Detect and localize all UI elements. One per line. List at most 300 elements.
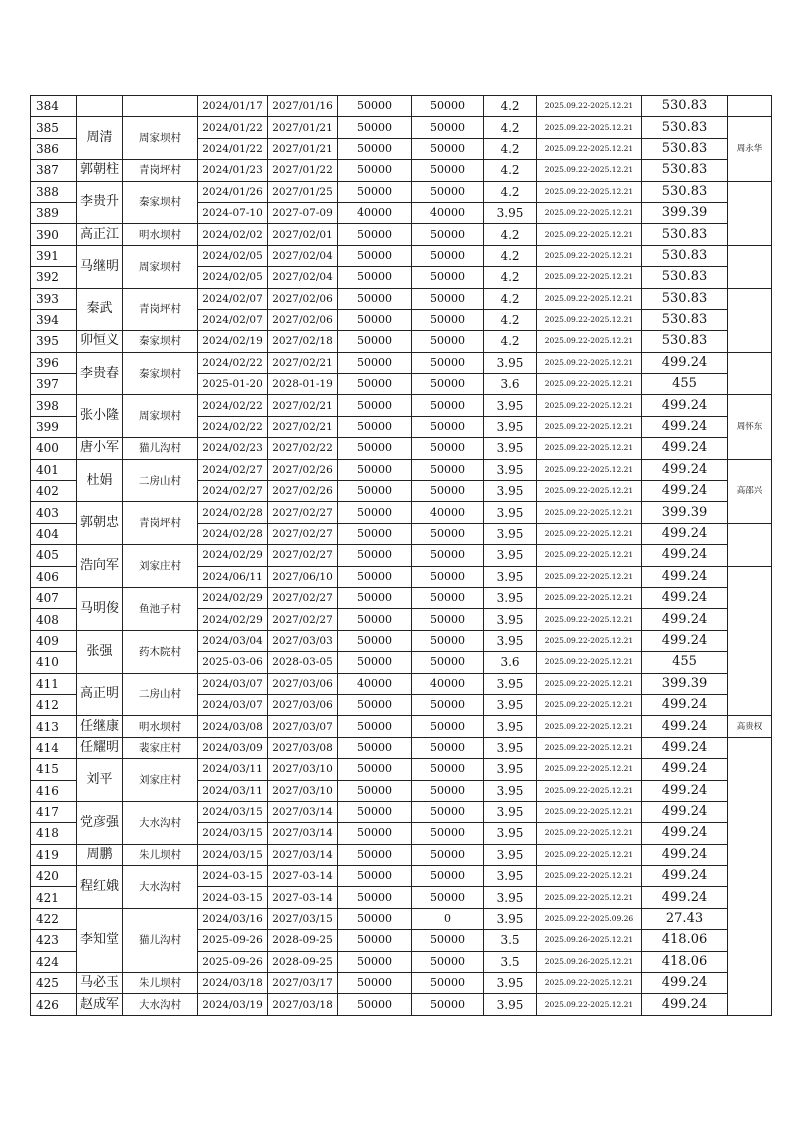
rate-cell: 4.2 [484, 96, 537, 117]
start-date-cell: 2024/02/29 [198, 609, 268, 630]
balance-cell: 50000 [412, 609, 484, 630]
loan-amount-cell: 50000 [338, 523, 412, 544]
row-number-cell: 392 [31, 267, 77, 288]
balance-cell: 50000 [412, 566, 484, 587]
loan-amount-cell: 50000 [338, 866, 412, 887]
borrower-name-cell: 马明俊 [77, 587, 123, 630]
end-date-cell: 2028-01-19 [268, 374, 338, 395]
interest-period-cell: 2025.09.22-2025.12.21 [537, 737, 642, 758]
interest-amount-cell: 499.24 [642, 866, 728, 887]
row-number-cell: 389 [31, 202, 77, 223]
rate-cell: 4.2 [484, 224, 537, 245]
interest-period-cell: 2025.09.22-2025.12.21 [537, 587, 642, 608]
end-date-cell: 2027/03/15 [268, 908, 338, 929]
loan-amount-cell: 50000 [338, 951, 412, 972]
end-date-cell: 2027-07-09 [268, 202, 338, 223]
interest-period-cell: 2025.09.22-2025.12.21 [537, 160, 642, 181]
balance-cell: 50000 [412, 780, 484, 801]
interest-amount-cell: 530.83 [642, 245, 728, 266]
table-row [31, 288, 772, 309]
end-date-cell: 2027/02/01 [268, 224, 338, 245]
start-date-cell: 2024-07-10 [198, 202, 268, 223]
borrower-name-cell: 马必玉 [77, 973, 123, 994]
balance-cell: 50000 [412, 416, 484, 437]
start-date-cell: 2024/03/07 [198, 673, 268, 694]
loan-amount-cell: 50000 [338, 374, 412, 395]
interest-amount-cell: 499.24 [642, 523, 728, 544]
start-date-cell: 2024/03/18 [198, 973, 268, 994]
rate-cell: 3.95 [484, 908, 537, 929]
interest-amount-cell: 499.24 [642, 844, 728, 865]
start-date-cell: 2024/02/29 [198, 587, 268, 608]
table-row [31, 673, 772, 694]
end-date-cell: 2027/03/14 [268, 844, 338, 865]
village-cell: 周家坝村 [123, 395, 198, 438]
table-row [31, 438, 772, 459]
row-number-cell: 407 [31, 587, 77, 608]
village-cell [123, 96, 198, 117]
interest-amount-cell: 499.24 [642, 416, 728, 437]
interest-amount-cell: 499.24 [642, 352, 728, 373]
village-cell: 秦家坝村 [123, 352, 198, 395]
table-row [31, 759, 772, 780]
balance-cell: 50000 [412, 224, 484, 245]
end-date-cell: 2028-09-25 [268, 930, 338, 951]
borrower-name-cell: 郭朝柱 [77, 160, 123, 181]
interest-period-cell: 2025.09.22-2025.12.21 [537, 138, 642, 159]
loan-amount-cell: 50000 [338, 823, 412, 844]
manager-cell [728, 737, 772, 1015]
village-cell: 刘家庄村 [123, 759, 198, 802]
interest-amount-cell: 399.39 [642, 502, 728, 523]
end-date-cell: 2027/01/21 [268, 117, 338, 138]
balance-cell: 50000 [412, 481, 484, 502]
end-date-cell: 2027/03/06 [268, 673, 338, 694]
table-row [31, 545, 772, 566]
interest-amount-cell: 499.24 [642, 545, 728, 566]
start-date-cell: 2024/03/09 [198, 737, 268, 758]
interest-period-cell: 2025.09.22-2025.12.21 [537, 181, 642, 202]
end-date-cell: 2027-03-14 [268, 866, 338, 887]
village-cell: 朱儿坝村 [123, 844, 198, 865]
borrower-name-cell: 卯恒义 [77, 331, 123, 352]
table-row [31, 245, 772, 266]
table-row [31, 224, 772, 245]
village-cell: 鱼池子村 [123, 587, 198, 630]
interest-period-cell: 2025.09.22-2025.12.21 [537, 245, 642, 266]
interest-period-cell: 2025.09.22-2025.12.21 [537, 438, 642, 459]
borrower-name-cell: 杜娟 [77, 459, 123, 502]
table-row [31, 181, 772, 202]
start-date-cell: 2025-09-26 [198, 930, 268, 951]
rate-cell: 4.2 [484, 245, 537, 266]
rate-cell: 3.95 [484, 545, 537, 566]
interest-amount-cell: 499.24 [642, 566, 728, 587]
loan-amount-cell: 50000 [338, 694, 412, 715]
interest-period-cell: 2025.09.22-2025.12.21 [537, 202, 642, 223]
loan-amount-cell: 50000 [338, 352, 412, 373]
end-date-cell: 2027/06/10 [268, 566, 338, 587]
end-date-cell: 2027/03/06 [268, 694, 338, 715]
balance-cell: 50000 [412, 138, 484, 159]
interest-amount-cell: 499.24 [642, 759, 728, 780]
loan-interest-table [30, 95, 772, 1016]
interest-amount-cell: 499.24 [642, 481, 728, 502]
interest-amount-cell: 499.24 [642, 630, 728, 651]
balance-cell: 40000 [412, 202, 484, 223]
row-number-cell: 400 [31, 438, 77, 459]
rate-cell: 3.95 [484, 994, 537, 1015]
start-date-cell: 2024/02/28 [198, 502, 268, 523]
interest-period-cell: 2025.09.22-2025.12.21 [537, 801, 642, 822]
interest-amount-cell: 530.83 [642, 96, 728, 117]
balance-cell: 50000 [412, 374, 484, 395]
balance-cell: 50000 [412, 694, 484, 715]
manager-cell [728, 96, 772, 117]
table-row [31, 994, 772, 1015]
start-date-cell: 2024/02/28 [198, 523, 268, 544]
loan-amount-cell: 50000 [338, 994, 412, 1015]
rate-cell: 3.95 [484, 481, 537, 502]
borrower-name-cell: 李贵升 [77, 181, 123, 224]
interest-period-cell: 2025.09.22-2025.12.21 [537, 823, 642, 844]
rate-cell: 4.2 [484, 181, 537, 202]
loan-amount-cell: 50000 [338, 844, 412, 865]
row-number-cell: 391 [31, 245, 77, 266]
loan-amount-cell: 50000 [338, 545, 412, 566]
village-cell: 秦家坝村 [123, 331, 198, 352]
interest-period-cell: 2025.09.22-2025.12.21 [537, 117, 642, 138]
row-number-cell: 416 [31, 780, 77, 801]
start-date-cell: 2024/01/23 [198, 160, 268, 181]
manager-cell [728, 523, 772, 566]
balance-cell: 0 [412, 908, 484, 929]
village-cell: 周家坝村 [123, 245, 198, 288]
start-date-cell: 2024/03/11 [198, 780, 268, 801]
end-date-cell: 2027/02/06 [268, 309, 338, 330]
loan-amount-cell: 50000 [338, 438, 412, 459]
rate-cell: 3.95 [484, 694, 537, 715]
rate-cell: 3.5 [484, 951, 537, 972]
balance-cell: 50000 [412, 309, 484, 330]
start-date-cell: 2024/06/11 [198, 566, 268, 587]
rate-cell: 4.2 [484, 288, 537, 309]
rate-cell: 3.95 [484, 566, 537, 587]
interest-amount-cell: 530.83 [642, 117, 728, 138]
balance-cell: 50000 [412, 759, 484, 780]
rate-cell: 3.95 [484, 502, 537, 523]
borrower-name-cell: 郭朝忠 [77, 502, 123, 545]
table-row [31, 502, 772, 523]
balance-cell: 50000 [412, 801, 484, 822]
end-date-cell: 2027/02/04 [268, 267, 338, 288]
start-date-cell: 2024/03/15 [198, 823, 268, 844]
balance-cell: 50000 [412, 737, 484, 758]
loan-amount-cell: 50000 [338, 973, 412, 994]
loan-amount-cell: 50000 [338, 566, 412, 587]
interest-amount-cell: 499.24 [642, 801, 728, 822]
start-date-cell: 2024/01/17 [198, 96, 268, 117]
village-cell: 二房山村 [123, 673, 198, 716]
start-date-cell: 2024-03-15 [198, 887, 268, 908]
interest-period-cell: 2025.09.22-2025.12.21 [537, 716, 642, 737]
balance-cell: 50000 [412, 181, 484, 202]
row-number-cell: 410 [31, 652, 77, 673]
loan-amount-cell: 40000 [338, 202, 412, 223]
interest-period-cell: 2025.09.22-2025.12.21 [537, 652, 642, 673]
end-date-cell: 2027/02/27 [268, 545, 338, 566]
table-row [31, 866, 772, 887]
rate-cell: 3.95 [484, 801, 537, 822]
row-number-cell: 397 [31, 374, 77, 395]
manager-cell [728, 566, 772, 716]
end-date-cell: 2027/03/14 [268, 801, 338, 822]
loan-amount-cell: 50000 [338, 716, 412, 737]
end-date-cell: 2027/03/14 [268, 823, 338, 844]
loan-amount-cell: 50000 [338, 737, 412, 758]
village-cell: 明水坝村 [123, 716, 198, 737]
start-date-cell: 2024/02/19 [198, 331, 268, 352]
manager-cell [728, 352, 772, 395]
end-date-cell: 2027/02/22 [268, 438, 338, 459]
rate-cell: 3.95 [484, 887, 537, 908]
loan-amount-cell: 50000 [338, 416, 412, 437]
table-row [31, 908, 772, 929]
row-number-cell: 390 [31, 224, 77, 245]
loan-amount-cell: 50000 [338, 887, 412, 908]
interest-period-cell: 2025.09.22-2025.12.21 [537, 352, 642, 373]
loan-amount-cell: 50000 [338, 652, 412, 673]
table-body [31, 96, 772, 1016]
balance-cell: 50000 [412, 352, 484, 373]
interest-amount-cell: 499.24 [642, 609, 728, 630]
balance-cell: 50000 [412, 96, 484, 117]
end-date-cell: 2027/02/27 [268, 502, 338, 523]
start-date-cell: 2024/03/04 [198, 630, 268, 651]
row-number-cell: 387 [31, 160, 77, 181]
row-number-cell: 403 [31, 502, 77, 523]
balance-cell: 50000 [412, 866, 484, 887]
interest-amount-cell: 530.83 [642, 309, 728, 330]
rate-cell: 4.2 [484, 331, 537, 352]
table-row [31, 459, 772, 480]
loan-amount-cell: 50000 [338, 759, 412, 780]
row-number-cell: 385 [31, 117, 77, 138]
row-number-cell: 408 [31, 609, 77, 630]
interest-amount-cell: 418.06 [642, 930, 728, 951]
row-number-cell: 396 [31, 352, 77, 373]
loan-amount-cell: 50000 [338, 288, 412, 309]
interest-period-cell: 2025.09.22-2025.12.21 [537, 96, 642, 117]
borrower-name-cell: 周鹏 [77, 844, 123, 865]
start-date-cell: 2024/02/05 [198, 267, 268, 288]
interest-period-cell: 2025.09.22-2025.12.21 [537, 780, 642, 801]
manager-cell: 周永华 [728, 117, 772, 181]
borrower-name-cell: 张小隆 [77, 395, 123, 438]
start-date-cell: 2024/03/15 [198, 801, 268, 822]
row-number-cell: 404 [31, 523, 77, 544]
start-date-cell: 2024/03/16 [198, 908, 268, 929]
end-date-cell: 2028-09-25 [268, 951, 338, 972]
interest-period-cell: 2025.09.22-2025.12.21 [537, 224, 642, 245]
row-number-cell: 399 [31, 416, 77, 437]
start-date-cell: 2024/02/02 [198, 224, 268, 245]
start-date-cell: 2024/02/22 [198, 395, 268, 416]
interest-period-cell: 2025.09.22-2025.09.26 [537, 908, 642, 929]
end-date-cell: 2027/03/17 [268, 973, 338, 994]
start-date-cell: 2024/02/27 [198, 481, 268, 502]
start-date-cell: 2024/02/22 [198, 416, 268, 437]
loan-amount-cell: 50000 [338, 245, 412, 266]
interest-period-cell: 2025.09.22-2025.12.21 [537, 523, 642, 544]
end-date-cell: 2027/03/10 [268, 759, 338, 780]
loan-amount-cell: 50000 [338, 587, 412, 608]
loan-amount-cell: 50000 [338, 181, 412, 202]
interest-period-cell: 2025.09.22-2025.12.21 [537, 374, 642, 395]
start-date-cell: 2024/02/23 [198, 438, 268, 459]
row-number-cell: 402 [31, 481, 77, 502]
rate-cell: 4.2 [484, 138, 537, 159]
interest-period-cell: 2025.09.22-2025.12.21 [537, 887, 642, 908]
end-date-cell: 2027/03/08 [268, 737, 338, 758]
row-number-cell: 417 [31, 801, 77, 822]
rate-cell: 3.5 [484, 930, 537, 951]
borrower-name-cell: 高正明 [77, 673, 123, 716]
row-number-cell: 398 [31, 395, 77, 416]
interest-amount-cell: 530.83 [642, 267, 728, 288]
interest-period-cell: 2025.09.22-2025.12.21 [537, 481, 642, 502]
table-row [31, 587, 772, 608]
rate-cell: 3.95 [484, 352, 537, 373]
rate-cell: 3.95 [484, 780, 537, 801]
interest-period-cell: 2025.09.22-2025.12.21 [537, 267, 642, 288]
start-date-cell: 2025-03-06 [198, 652, 268, 673]
borrower-name-cell: 李知堂 [77, 908, 123, 972]
rate-cell: 4.2 [484, 160, 537, 181]
rate-cell: 3.95 [484, 459, 537, 480]
balance-cell: 50000 [412, 930, 484, 951]
rate-cell: 4.2 [484, 117, 537, 138]
rate-cell: 3.95 [484, 609, 537, 630]
balance-cell: 50000 [412, 245, 484, 266]
row-number-cell: 401 [31, 459, 77, 480]
interest-period-cell: 2025.09.22-2025.12.21 [537, 694, 642, 715]
loan-amount-cell: 50000 [338, 930, 412, 951]
village-cell: 裴家庄村 [123, 737, 198, 758]
interest-period-cell: 2025.09.26-2025.12.21 [537, 951, 642, 972]
row-number-cell: 393 [31, 288, 77, 309]
loan-amount-cell: 50000 [338, 267, 412, 288]
row-number-cell: 412 [31, 694, 77, 715]
start-date-cell: 2024/03/07 [198, 694, 268, 715]
interest-period-cell: 2025.09.22-2025.12.21 [537, 994, 642, 1015]
balance-cell: 50000 [412, 459, 484, 480]
balance-cell: 50000 [412, 994, 484, 1015]
rate-cell: 3.6 [484, 652, 537, 673]
loan-amount-cell: 50000 [338, 459, 412, 480]
loan-amount-cell: 50000 [338, 502, 412, 523]
village-cell: 朱儿坝村 [123, 973, 198, 994]
balance-cell: 50000 [412, 716, 484, 737]
loan-amount-cell: 50000 [338, 780, 412, 801]
village-cell: 大水沟村 [123, 801, 198, 844]
rate-cell: 4.2 [484, 267, 537, 288]
row-number-cell: 424 [31, 951, 77, 972]
interest-amount-cell: 499.24 [642, 716, 728, 737]
interest-period-cell: 2025.09.22-2025.12.21 [537, 566, 642, 587]
loan-amount-cell: 50000 [338, 160, 412, 181]
village-cell: 青岗坪村 [123, 288, 198, 331]
table-row [31, 630, 772, 651]
interest-period-cell: 2025.09.22-2025.12.21 [537, 545, 642, 566]
rate-cell: 3.95 [484, 759, 537, 780]
interest-amount-cell: 530.83 [642, 288, 728, 309]
loan-amount-cell: 50000 [338, 309, 412, 330]
start-date-cell: 2024/01/22 [198, 117, 268, 138]
start-date-cell: 2024/02/05 [198, 245, 268, 266]
village-cell: 大水沟村 [123, 994, 198, 1015]
interest-amount-cell: 530.83 [642, 224, 728, 245]
table-row [31, 973, 772, 994]
manager-cell: 周怀东 [728, 395, 772, 459]
table-row [31, 117, 772, 138]
balance-cell: 40000 [412, 673, 484, 694]
rate-cell: 3.6 [484, 374, 537, 395]
village-cell: 猫儿沟村 [123, 438, 198, 459]
interest-period-cell: 2025.09.22-2025.12.21 [537, 502, 642, 523]
end-date-cell: 2027/03/07 [268, 716, 338, 737]
manager-cell [728, 288, 772, 352]
manager-cell: 高贵权 [728, 716, 772, 737]
interest-period-cell: 2025.09.22-2025.12.21 [537, 673, 642, 694]
end-date-cell: 2027/02/06 [268, 288, 338, 309]
balance-cell: 50000 [412, 395, 484, 416]
start-date-cell: 2024/03/15 [198, 844, 268, 865]
borrower-name-cell: 唐小军 [77, 438, 123, 459]
rate-cell: 3.95 [484, 844, 537, 865]
balance-cell: 50000 [412, 823, 484, 844]
loan-amount-cell: 40000 [338, 673, 412, 694]
rate-cell: 3.95 [484, 202, 537, 223]
start-date-cell: 2024/02/29 [198, 545, 268, 566]
table-row [31, 737, 772, 758]
interest-period-cell: 2025.09.22-2025.12.21 [537, 844, 642, 865]
manager-cell [728, 181, 772, 245]
interest-amount-cell: 418.06 [642, 951, 728, 972]
interest-amount-cell: 399.39 [642, 202, 728, 223]
borrower-name-cell: 李贵春 [77, 352, 123, 395]
borrower-name-cell: 程红娥 [77, 866, 123, 909]
row-number-cell: 426 [31, 994, 77, 1015]
row-number-cell: 425 [31, 973, 77, 994]
balance-cell: 50000 [412, 117, 484, 138]
rate-cell: 3.95 [484, 438, 537, 459]
loan-amount-cell: 50000 [338, 224, 412, 245]
balance-cell: 50000 [412, 438, 484, 459]
balance-cell: 50000 [412, 523, 484, 544]
interest-period-cell: 2025.09.22-2025.12.21 [537, 309, 642, 330]
interest-period-cell: 2025.09.22-2025.12.21 [537, 331, 642, 352]
village-cell: 刘家庄村 [123, 545, 198, 588]
interest-amount-cell: 499.24 [642, 459, 728, 480]
loan-amount-cell: 50000 [338, 395, 412, 416]
rate-cell: 3.95 [484, 737, 537, 758]
balance-cell: 50000 [412, 652, 484, 673]
rate-cell: 3.95 [484, 523, 537, 544]
row-number-cell: 386 [31, 138, 77, 159]
interest-amount-cell: 499.24 [642, 694, 728, 715]
village-cell: 周家坝村 [123, 117, 198, 160]
